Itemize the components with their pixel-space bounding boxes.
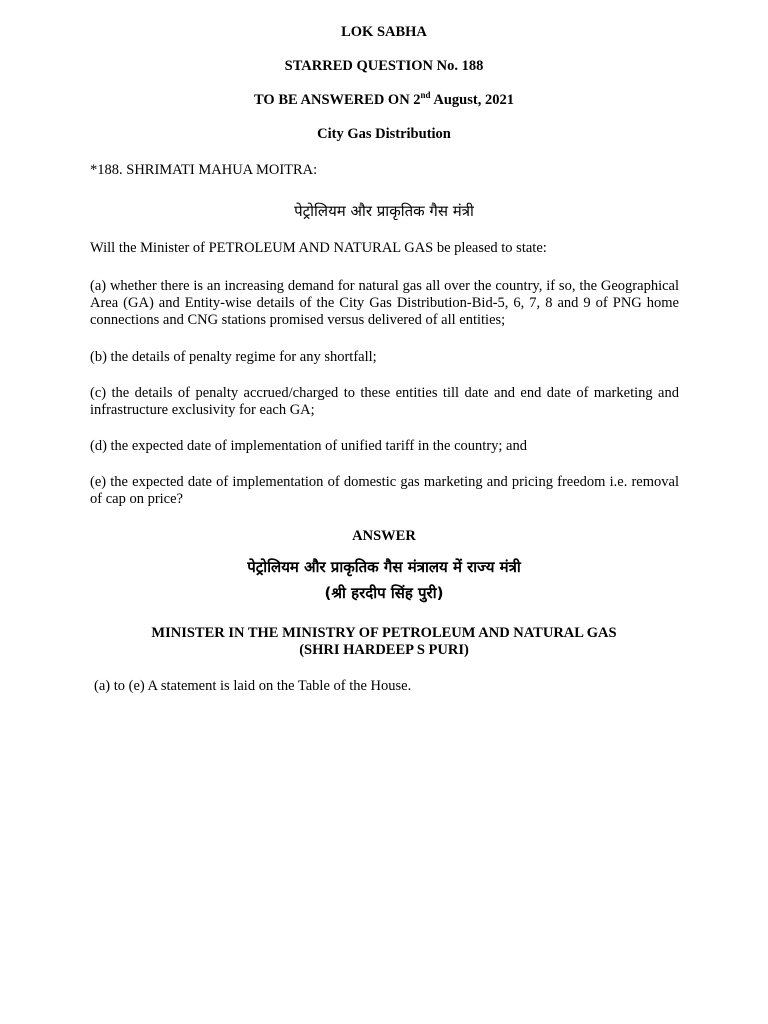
answer-heading: ANSWER <box>352 528 416 544</box>
question-part-b: (b) the details of penalty regime for any shortfall; <box>90 349 377 365</box>
answer-date <box>0 92 768 109</box>
minister-hindi-title: पेट्रोलियम और प्राकृतिक गैस मंत्री <box>294 202 474 220</box>
question-part-a: (a) whether there is an increasing demand for natural gas all over the country, if so, the Geographical Area (GA) and Entity-wise details of the City Gas Distribution-Bid-5, 6, 7, 8 and 9 of PNG home connections and CNG stations promised versus delivered of all entities; <box>90 278 679 328</box>
subject-title: City Gas Distribution <box>317 126 451 142</box>
question-number: STARRED QUESTION No. 188 <box>284 58 484 74</box>
minister-english-line1: MINISTER IN THE MINISTRY OF PETROLEUM AND NATURAL GAS <box>151 625 617 641</box>
question-part-c: (c) the details of penalty accrued/charged to these entities till date and end date of marketing and infrastructure exclusivity for each GA; <box>90 385 679 418</box>
answer-statement: (a) to (e) A statement is laid on the Table of the House. <box>94 678 412 694</box>
question-part-d: (d) the expected date of implementation of unified tariff in the country; and <box>90 438 527 454</box>
house-title: LOK SABHA <box>341 24 427 40</box>
answer-date-sup: nd <box>420 90 431 101</box>
answer-date-suffix: August, 2021 <box>430 92 514 108</box>
question-intro: Will the Minister of PETROLEUM AND NATURAL GAS be pleased to state: <box>90 240 547 256</box>
minister-english-line2: (SHRI HARDEEP S PURI) <box>299 642 469 658</box>
question-part-e: (e) the expected date of implementation of domestic gas marketing and pricing freedom i.e. removal of cap on price? <box>90 474 679 507</box>
minister-hindi-line2: (श्री हरदीप सिंह पुरी) <box>324 584 444 602</box>
member-name: *188. SHRIMATI MAHUA MOITRA: <box>90 162 318 178</box>
answer-date-prefix: TO BE ANSWERED ON 2 <box>254 92 421 108</box>
minister-hindi-line1: पेट्रोलियम और प्राकृतिक गैस मंत्रालय में राज्य मंत्री <box>247 558 521 576</box>
